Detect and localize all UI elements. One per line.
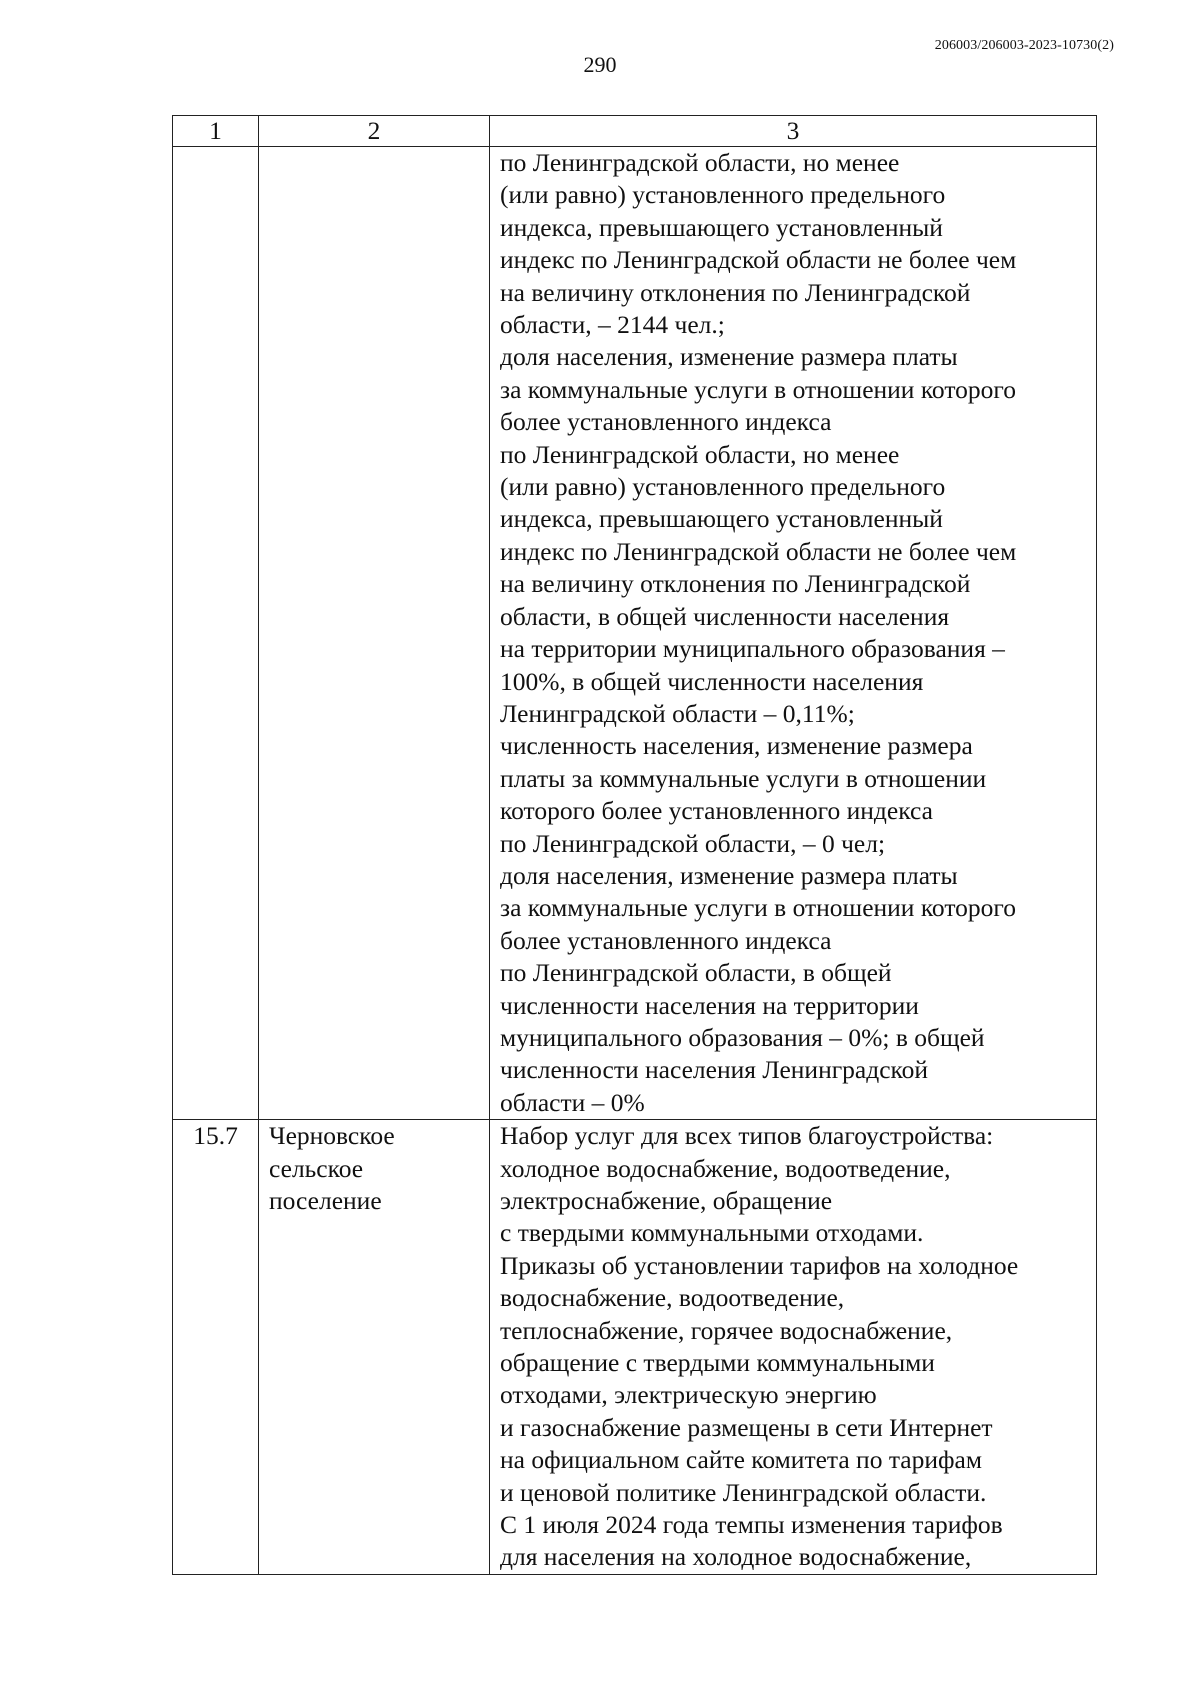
text-line: Ленинградской области – 0,11%; bbox=[500, 698, 855, 728]
text-line: по Ленинградской области, – 0 чел; bbox=[500, 828, 886, 858]
text-line: по Ленинградской области, в общей bbox=[500, 958, 892, 988]
text-line: на официальном сайте комитета по тарифам bbox=[500, 1445, 982, 1475]
text-line: области – 0% bbox=[500, 1087, 645, 1117]
text-line: поселение bbox=[269, 1186, 382, 1215]
column-header-3: 3 bbox=[490, 116, 1097, 147]
text-line: доля населения, изменение размера платы bbox=[500, 860, 958, 890]
text-line: более установленного индекса bbox=[500, 407, 832, 437]
text-line: индекс по Ленинградской области не более чем bbox=[500, 536, 1017, 566]
text-line: муниципального образования – 0%; в общей bbox=[500, 1022, 985, 1052]
text-line: платы за коммунальные услуги в отношении bbox=[500, 763, 987, 793]
text-line: численности населения Ленинградской bbox=[500, 1055, 929, 1085]
text-line: сельское bbox=[269, 1153, 364, 1183]
text-line: которого более установленного индекса bbox=[500, 796, 933, 826]
text-line: Черновское bbox=[269, 1121, 395, 1151]
text-line: численности населения на территории bbox=[500, 990, 919, 1020]
row-number-cell: 15.7 bbox=[173, 1120, 259, 1575]
text-line: более установленного индекса bbox=[500, 925, 832, 955]
text-line: доля населения, изменение размера платы bbox=[500, 342, 958, 372]
text-line: на величину отклонения по Ленинградской bbox=[500, 569, 971, 599]
text-line: и ценовой политике Ленинградской области. bbox=[500, 1477, 987, 1507]
text-line: холодное водоснабжение, водоотведение, bbox=[500, 1153, 951, 1183]
table-header-row bbox=[173, 116, 1097, 147]
text-line: (или равно) установленного предельного bbox=[500, 472, 946, 502]
page-number: 290 bbox=[583, 52, 617, 77]
text-line: обращение с твердыми коммунальными bbox=[500, 1348, 935, 1378]
text-line: на территории муниципального образования – bbox=[500, 634, 1005, 664]
text-line: водоснабжение, водоотведение, bbox=[500, 1283, 845, 1313]
text-line: на величину отклонения по Ленинградской bbox=[500, 277, 971, 307]
text-line: (или равно) установленного предельного bbox=[500, 180, 946, 210]
text-line: численность населения, изменение размера bbox=[500, 731, 973, 761]
text-line: индекса, превышающего установленный bbox=[500, 212, 943, 242]
table-row bbox=[173, 147, 1097, 1120]
text-line: по Ленинградской области, но менее bbox=[500, 439, 900, 469]
text-line: за коммунальные услуги в отношении которого bbox=[500, 893, 1016, 923]
text-line: С 1 июля 2024 года темпы изменения тарифов bbox=[500, 1510, 1003, 1540]
text-line: теплоснабжение, горячее водоснабжение, bbox=[500, 1315, 953, 1345]
row-name-cell bbox=[259, 1120, 490, 1575]
text-line: области, в общей численности населения bbox=[500, 601, 950, 631]
text-line: Приказы об установлении тарифов на холодное bbox=[500, 1250, 1019, 1280]
text-line: отходами, электрическую энергию bbox=[500, 1380, 877, 1410]
text-line: 100%, в общей численности населения bbox=[500, 666, 924, 696]
row-text-cell bbox=[490, 147, 1097, 1120]
row-name-cell bbox=[259, 147, 490, 1120]
text-line: индекс по Ленинградской области не более чем bbox=[500, 245, 1017, 275]
text-line: по Ленинградской области, но менее bbox=[500, 148, 900, 177]
text-line: Набор услуг для всех типов благоустройства: bbox=[500, 1121, 994, 1151]
table-row bbox=[173, 1120, 1097, 1575]
document-id: 206003/206003-2023-10730(2) bbox=[934, 38, 1114, 53]
text-line: электроснабжение, обращение bbox=[500, 1186, 833, 1215]
row-number-cell bbox=[173, 147, 259, 1120]
text-line: области, – 2144 чел.; bbox=[500, 310, 725, 340]
row-text-cell bbox=[490, 1120, 1097, 1575]
text-line: с твердыми коммунальными отходами. bbox=[500, 1218, 924, 1248]
document-table bbox=[172, 115, 1097, 1575]
text-line: за коммунальные услуги в отношении которого bbox=[500, 374, 1016, 404]
text-line: индекса, превышающего установленный bbox=[500, 504, 943, 534]
column-header-1: 1 bbox=[173, 116, 259, 147]
text-line: и газоснабжение размещены в сети Интернет bbox=[500, 1412, 993, 1442]
text-line: для населения на холодное водоснабжение, bbox=[500, 1542, 972, 1572]
column-header-2: 2 bbox=[259, 116, 490, 147]
